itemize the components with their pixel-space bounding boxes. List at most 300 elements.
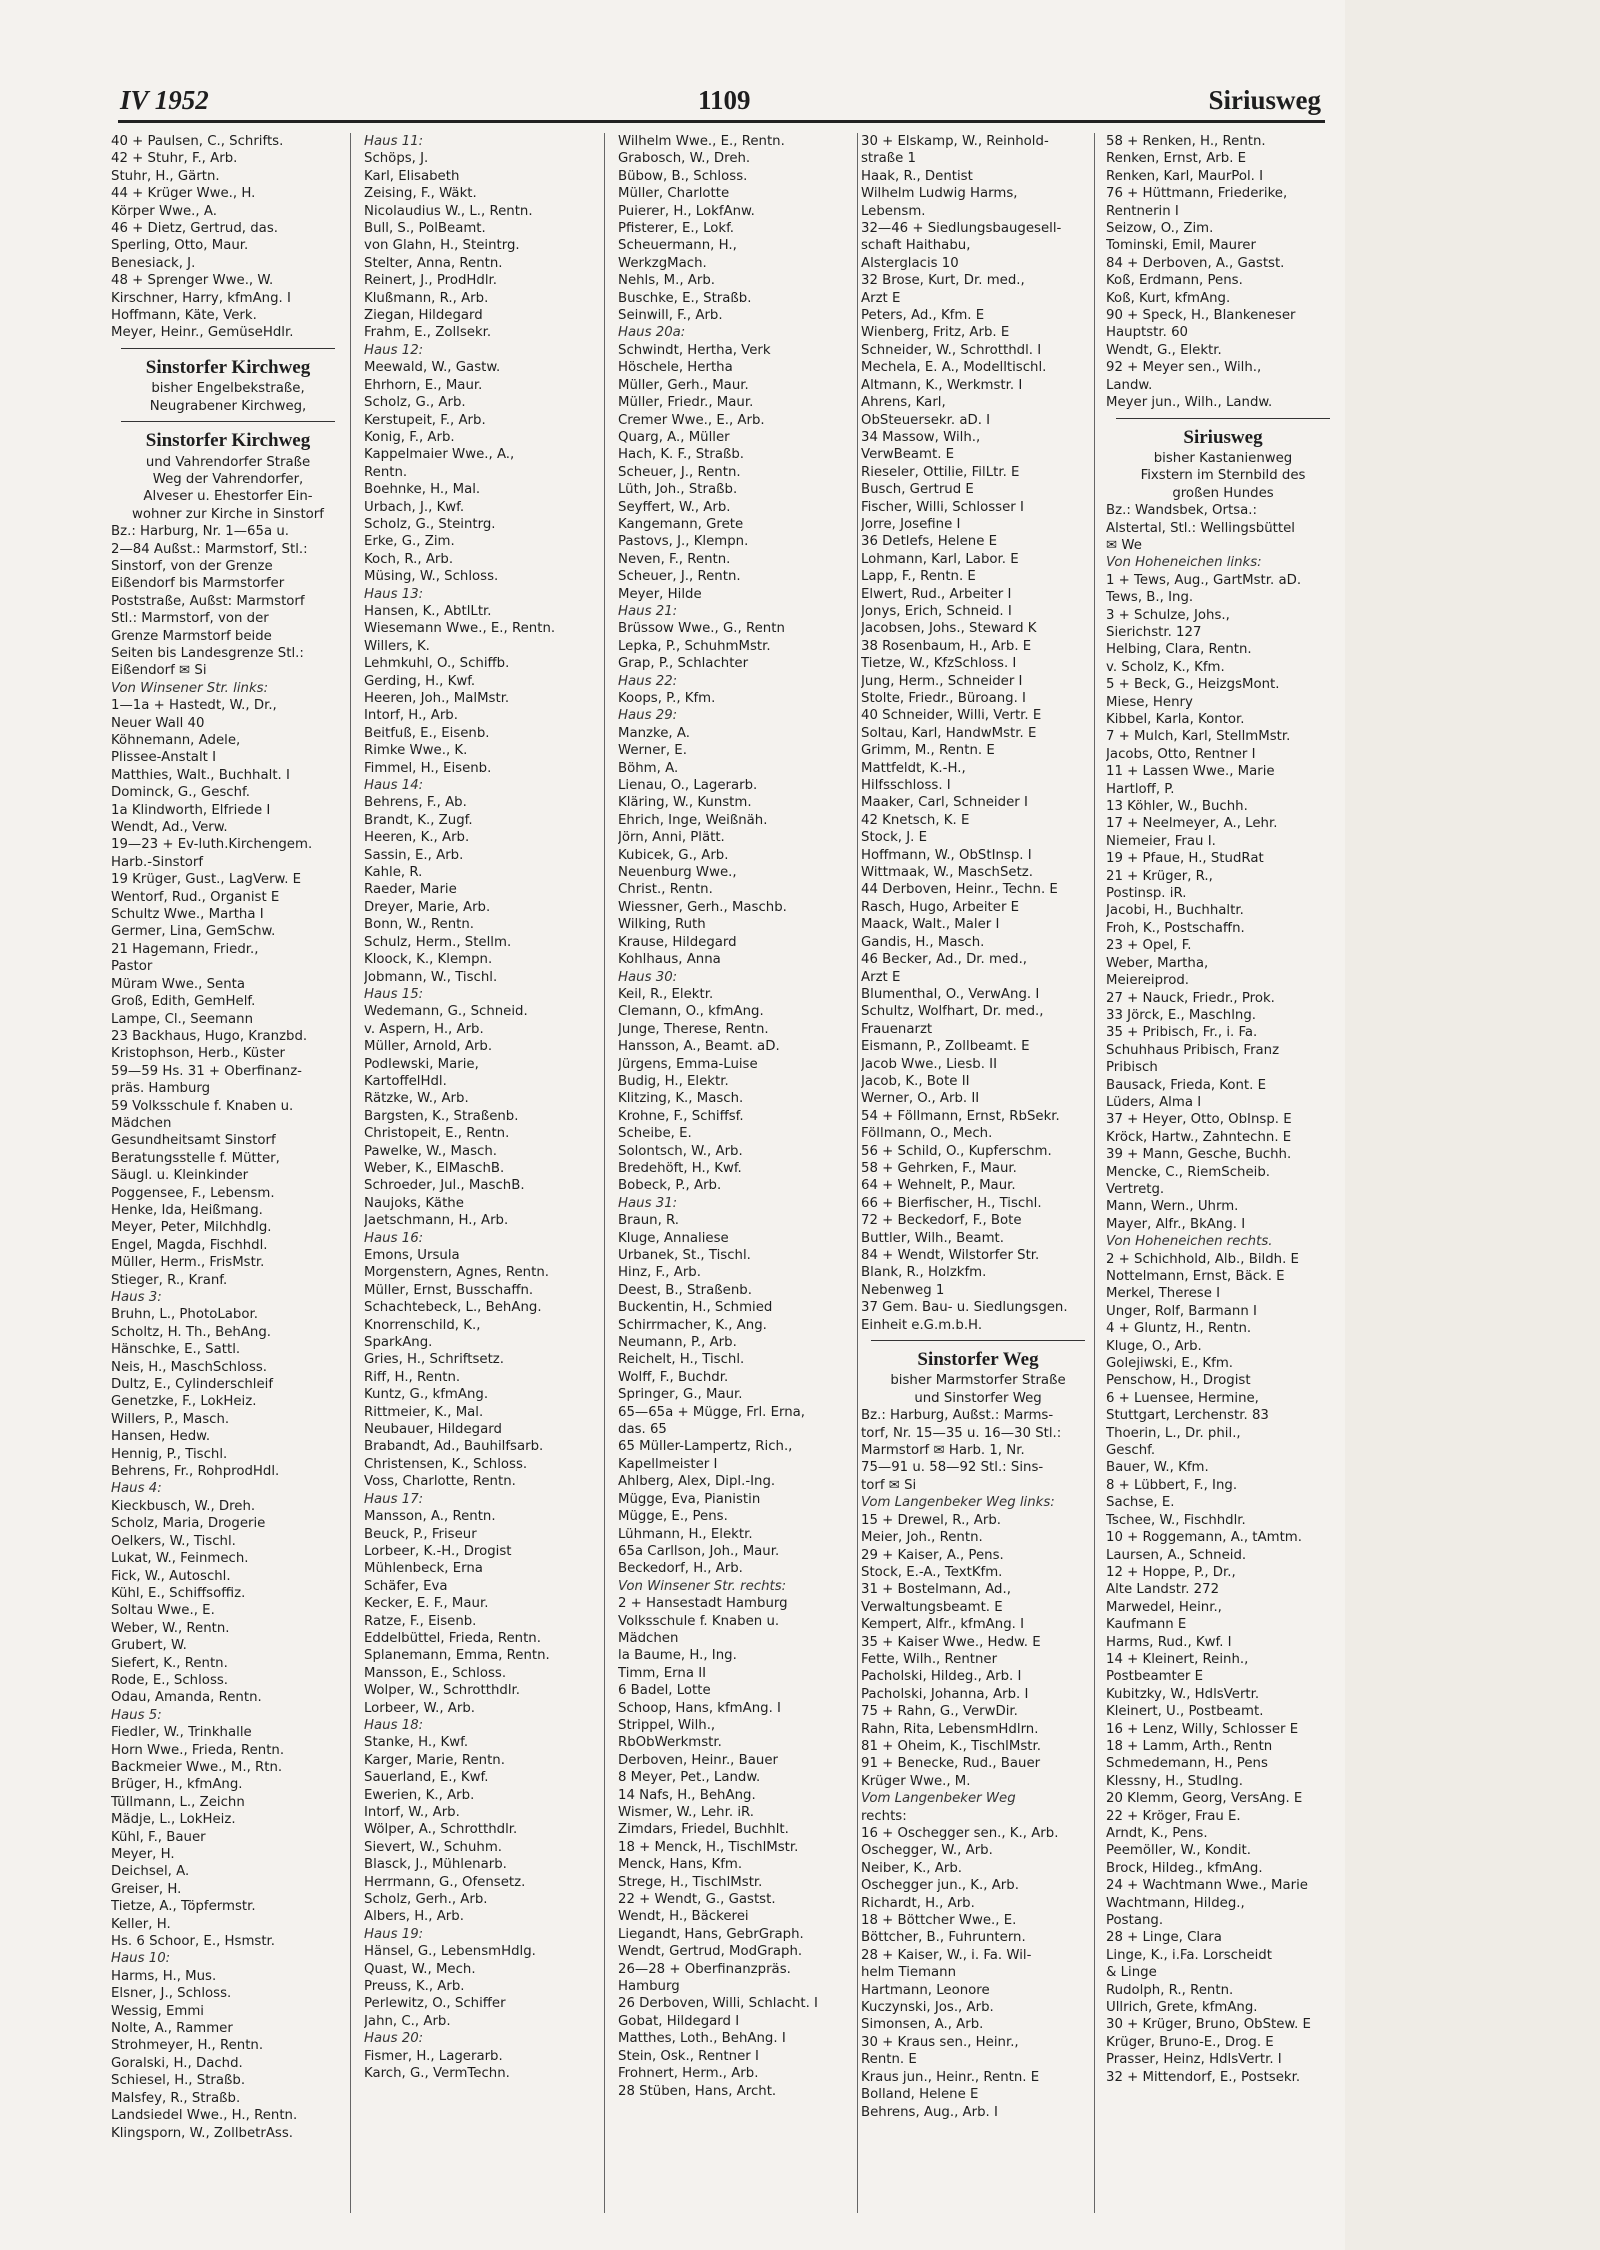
directory-entry: Gerding, H., Kwf. xyxy=(364,673,476,689)
directory-entry: Buckentin, H., Schmied xyxy=(618,1300,773,1316)
directory-entry: Boehnke, H., Mal. xyxy=(364,482,481,498)
directory-entry: 2 + Schichhold, Alb., Bildh. E xyxy=(1106,1251,1299,1267)
directory-entry: Pacholski, Johanna, Arb. I xyxy=(861,1686,1029,1702)
directory-entry: Riff, H., Rentn. xyxy=(364,1369,461,1385)
directory-entry: Grubert, W. xyxy=(111,1638,187,1654)
directory-entry: 1 + Tews, Aug., GartMstr. aD. xyxy=(1106,572,1302,588)
directory-entry: 40 Schneider, Willi, Vertr. E xyxy=(861,708,1042,724)
subsection-label: Haus 31: xyxy=(618,1195,678,1211)
directory-entry: Rasch, Hugo, Arbeiter E xyxy=(861,899,1020,915)
directory-entry: Hennig, P., Tischl. xyxy=(111,1446,228,1462)
directory-entry: Müller, Herm., FrisMstr. xyxy=(111,1255,265,1271)
directory-entry: Müller, Arnold, Arb. xyxy=(364,1039,493,1055)
directory-entry: Plissee-Anstalt I xyxy=(111,750,216,766)
directory-entry: Mädje, L., LokHeiz. xyxy=(111,1812,236,1828)
directory-entry: Wolff, F., Buchdr. xyxy=(618,1369,729,1385)
directory-entry: Raeder, Marie xyxy=(364,882,457,898)
directory-entry: Meyer, Heinr., GemüseHdlr. xyxy=(111,325,294,341)
directory-entry: Neuer Wall 40 xyxy=(111,715,205,731)
directory-entry: Ehrhorn, E., Maur. xyxy=(364,377,483,393)
directory-entry: Henke, Ida, Heißmang. xyxy=(111,1202,263,1218)
directory-entry: Scholz, G., Arb. xyxy=(364,395,466,411)
directory-entry: 27 + Nauck, Friedr., Prok. xyxy=(1106,990,1275,1006)
directory-entry: Scholtz, H. Th., BehAng. xyxy=(111,1324,272,1340)
directory-entry: Scheuer, J., Rentn. xyxy=(618,569,741,585)
directory-entry: Zimdars, Friedel, Buchhlt. xyxy=(618,1822,789,1838)
directory-entry: Alte Landstr. 272 xyxy=(1106,1582,1220,1598)
street-former-names: bisher Engelbekstraße, xyxy=(151,381,305,397)
directory-entry: Frahm, E., Zollsekr. xyxy=(364,325,492,341)
subsection-label: Haus 11: xyxy=(364,134,424,149)
directory-entry: Lüders, Alma I xyxy=(1106,1094,1202,1110)
section-rule xyxy=(1116,418,1330,419)
directory-entry: 28 + Kaiser, W., i. Fa. Wil- xyxy=(861,1947,1032,1963)
directory-entry: Seizow, O., Zim. xyxy=(1106,221,1214,237)
subsection-label: Haus 4: xyxy=(111,1481,162,1497)
directory-entry: Behrens, Aug., Arb. I xyxy=(861,2104,998,2120)
directory-entry: 8 + Lübbert, F., Ing. xyxy=(1106,1477,1238,1493)
directory-entry: la Baume, H., Ing. xyxy=(618,1648,737,1664)
directory-entry: Intorf, W., Arb. xyxy=(364,1805,460,1820)
directory-entry: Kapellmeister I xyxy=(618,1456,718,1472)
directory-entry: WerkzgMach. xyxy=(618,255,707,271)
directory-entry: Hauptstr. 60 xyxy=(1106,325,1188,341)
directory-entry: Jacob Wwe., Liesb. II xyxy=(861,1056,998,1072)
directory-entry: Klingsporn, W., ZollbetrAss. xyxy=(111,2125,294,2141)
directory-entry: 58 + Gehrken, F., Maur. xyxy=(861,1160,1017,1176)
directory-entry: Elsner, J., Schloss. xyxy=(111,1986,232,2002)
directory-entry: Deest, B., Straßenb. xyxy=(618,1282,752,1298)
directory-entry: 72 + Beckedorf, F., Bote xyxy=(861,1213,1022,1229)
directory-entry: Mattfeldt, K.-H., xyxy=(861,760,966,776)
directory-entry: Wismer, W., Lehr. iR. xyxy=(618,1805,755,1820)
directory-entry: Bredehöft, H., Kwf. xyxy=(618,1160,742,1176)
directory-entry: Sievert, W., Schuhm. xyxy=(364,1839,503,1855)
directory-entry: 42 Knetsch, K. E xyxy=(861,812,970,828)
directory-entry: Perlewitz, O., Schiffer xyxy=(364,1996,506,2012)
directory-entry: Jacobsen, Johs., Steward K xyxy=(861,621,1037,637)
directory-entry: 6 Badel, Lotte xyxy=(618,1683,711,1699)
directory-entry: Derboven, Heinr., Bauer xyxy=(618,1752,778,1768)
directory-entry: Müram Wwe., Senta xyxy=(111,976,245,992)
directory-entry: Fischer, Willi, Schlosser I xyxy=(861,499,1024,515)
directory-entry: Matthies, Walt., Buchhalt. I xyxy=(111,767,290,783)
directory-entry: Böttcher, B., Fuhruntern. xyxy=(861,1930,1026,1946)
directory-entry: 35 + Kaiser Wwe., Hedw. E xyxy=(861,1634,1041,1650)
directory-entry: 5 + Beck, G., HeizgsMont. xyxy=(1106,677,1280,693)
directory-entry: Wittmaak, W., MaschSetz. xyxy=(861,865,1034,881)
header-page-number: 1109 xyxy=(698,85,751,115)
directory-entry: Hs. 6 Schoor, E., Hsmstr. xyxy=(111,1934,276,1950)
directory-entry: 56 + Schild, O., Kupferschm. xyxy=(861,1143,1052,1159)
directory-entry: Urbanek, St., Tischl. xyxy=(618,1248,751,1263)
directory-entry: 34 Massow, Wilh., xyxy=(861,429,981,445)
directory-entry: Hartmann, Leonore xyxy=(861,1982,990,1998)
section-rule xyxy=(121,348,335,349)
directory-entry: Oelkers, W., Tischl. xyxy=(111,1533,236,1549)
directory-entry: 65 Müller-Lampertz, Rich., xyxy=(618,1439,793,1455)
directory-entry: Podlewski, Marie, xyxy=(364,1056,479,1072)
street-former-names: Fixstern im Sternbild des xyxy=(1140,468,1306,484)
directory-entry: Tschee, W., Fischhdlr. xyxy=(1106,1512,1246,1528)
directory-entry: Gesundheitsamt Sinstorf xyxy=(111,1133,276,1149)
directory-entry: Eißendorf ✉ Si xyxy=(111,663,207,679)
directory-entry: 58 + Renken, H., Rentn. xyxy=(1106,134,1266,149)
directory-entry: Richardt, H., Arb. xyxy=(861,1895,975,1911)
directory-entry: Helbing, Clara, Rentn. xyxy=(1106,642,1252,658)
directory-entry: Oschegger, W., Arb. xyxy=(861,1843,993,1859)
subsection-label: Haus 19: xyxy=(364,1926,424,1942)
directory-entry: von Glahn, H., Steintrg. xyxy=(364,238,520,254)
directory-entry: Beitfuß, E., Eisenb. xyxy=(364,725,490,741)
directory-entry: Fismer, H., Lagerarb. xyxy=(364,2048,503,2064)
directory-entry: Koß, Kurt, kfmAng. xyxy=(1106,290,1231,306)
directory-entry: Rentn. xyxy=(364,464,408,480)
directory-entry: 24 + Wachtmann Wwe., Marie xyxy=(1106,1878,1308,1894)
directory-entry: Meyer jun., Wilh., Landw. xyxy=(1106,395,1273,411)
directory-entry: 90 + Speck, H., Blankeneser xyxy=(1106,308,1296,324)
directory-entry: Sierichstr. 127 xyxy=(1106,624,1202,640)
directory-entry: Dreyer, Marie, Arb. xyxy=(364,899,491,915)
directory-entry: 23 + Opel, F. xyxy=(1106,938,1192,954)
directory-entry: Postbeamter E xyxy=(1106,1669,1204,1685)
directory-entry: Lebensm. xyxy=(861,203,926,219)
directory-entry: Neiber, K., Arb. xyxy=(861,1860,962,1876)
directory-entry: Ullrich, Grete, kfmAng. xyxy=(1106,2000,1258,2016)
directory-entry: 91 + Benecke, Rud., Bauer xyxy=(861,1756,1041,1772)
directory-entry: Weber, W., Rentn. xyxy=(111,1620,230,1636)
directory-entry: Tominski, Emil, Maurer xyxy=(1106,238,1256,254)
directory-entry: Lampe, Cl., Seemann xyxy=(111,1011,254,1027)
directory-entry: Strohmeyer, H., Rentn. xyxy=(111,2038,264,2054)
subsection-label: Vom Langenbeker Weg xyxy=(861,1791,1016,1807)
directory-entry: Scholz, G., Steintrg. xyxy=(364,516,496,532)
directory-entry: Ziegan, Hildegard xyxy=(364,308,483,324)
directory-entry: Maack, Walt., Maler I xyxy=(861,917,1000,933)
directory-entry: Frohnert, Herm., Arb. xyxy=(618,2066,759,2082)
directory-column-1 xyxy=(111,133,345,2142)
directory-entry: Hansen, K., AbtlLtr. xyxy=(364,603,492,619)
directory-entry: Simonsen, A., Arb. xyxy=(861,2017,984,2033)
directory-entry: Nolte, A., Rammer xyxy=(111,2021,233,2037)
street-former-names: bisher Marmstorfer Straße xyxy=(890,1373,1066,1389)
directory-entry: 10 + Roggemann, A., tAmtm. xyxy=(1106,1530,1302,1546)
subsection-label: Haus 13: xyxy=(364,586,424,602)
directory-entry: Ratze, F., Eisenb. xyxy=(364,1613,477,1629)
directory-entry: Matthes, Loth., BehAng. I xyxy=(618,2031,786,2047)
directory-entry: Schultz, Wolfhart, Dr. med., xyxy=(861,1004,1044,1020)
directory-entry: Höschele, Hertha xyxy=(618,360,733,376)
directory-entry: v. Scholz, K., Kfm. xyxy=(1106,659,1225,675)
directory-entry: Niemeier, Frau I. xyxy=(1106,833,1216,849)
directory-entry: RbObWerkmstr. xyxy=(618,1735,722,1751)
directory-entry: Rahn, Rita, LebensmHdlrn. xyxy=(861,1721,1039,1737)
directory-entry: Postang. xyxy=(1106,1913,1164,1929)
directory-entry: Rode, E., Schloss. xyxy=(111,1672,229,1688)
directory-entry: Neuenburg Wwe., xyxy=(618,865,737,881)
directory-entry: 16 + Oschegger sen., K., Arb. xyxy=(861,1826,1059,1841)
directory-entry: Jung, Herm., Schneider I xyxy=(861,673,1023,689)
directory-entry: Lukat, W., Feinmech. xyxy=(111,1551,249,1567)
directory-entry: Wendt, H., Bäckerei xyxy=(618,1909,749,1925)
directory-entry: Gries, H., Schriftsetz. xyxy=(364,1352,505,1368)
directory-entry: Herrmann, G., Ofensetz. xyxy=(364,1874,526,1890)
directory-entry: KartoffelHdl. xyxy=(364,1073,447,1089)
directory-entry: Meier, Joh., Rentn. xyxy=(861,1530,983,1546)
directory-entry: 44 Derboven, Heinr., Techn. E xyxy=(861,882,1058,898)
directory-entry: Stanke, H., Kwf. xyxy=(364,1735,469,1751)
directory-entry: Vertretg. xyxy=(1106,1181,1165,1197)
directory-entry: 3 + Schulze, Johs., xyxy=(1106,607,1230,623)
directory-entry: 11 + Lassen Wwe., Marie xyxy=(1106,764,1275,780)
directory-entry: 1a Klindworth, Elfriede I xyxy=(111,802,271,818)
directory-entry: Alstertal, Stl.: Wellingsbüttel xyxy=(1106,520,1295,536)
directory-entry: Knorrenschild, K., xyxy=(364,1317,481,1333)
subsection-label: Von Hoheneichen links: xyxy=(1106,555,1262,571)
directory-entry: Prasser, Heinz, HdlsVertr. I xyxy=(1106,2052,1282,2068)
directory-entry: Kirschner, Harry, kfmAng. I xyxy=(111,290,291,306)
directory-entry: Bobeck, P., Arb. xyxy=(618,1178,722,1194)
street-heading: Sinstorfer Kirchweg xyxy=(145,430,311,452)
directory-entry: Elwert, Rud., Arbeiter I xyxy=(861,586,1012,602)
directory-entry: schaft Haithabu, xyxy=(861,238,971,254)
directory-entry: Bargsten, K., Straßenb. xyxy=(364,1108,519,1124)
directory-entry: Gandis, H., Masch. xyxy=(861,934,985,950)
directory-entry: Fimmel, H., Eisenb. xyxy=(364,760,492,776)
directory-entry: 65a Carllson, Joh., Maur. xyxy=(618,1543,780,1559)
directory-entry: Landsiedel Wwe., H., Rentn. xyxy=(111,2108,298,2124)
directory-entry: Quast, W., Mech. xyxy=(364,1961,476,1977)
directory-entry: 37 + Heyer, Otto, ObInsp. E xyxy=(1106,1112,1292,1128)
directory-entry: torf ✉ Si xyxy=(861,1477,917,1493)
directory-entry: 12 + Hoppe, P., Dr., xyxy=(1106,1564,1236,1580)
directory-entry: Stieger, R., Kranf. xyxy=(111,1272,228,1288)
directory-entry: Neumann, P., Arb. xyxy=(618,1335,737,1351)
directory-entry: Eißendorf bis Marmstorfer xyxy=(111,576,285,592)
directory-entry: Meyer, H. xyxy=(111,1847,175,1862)
directory-entry: torf, Nr. 15—35 u. 16—30 Stl.: xyxy=(861,1425,1062,1441)
directory-entry: Mädchen xyxy=(111,1115,172,1131)
directory-entry: Stein, Osk., Rentner I xyxy=(618,2048,759,2064)
directory-entry: 23 Backhaus, Hugo, Kranzbd. xyxy=(111,1028,308,1044)
directory-entry: Malsfey, R., Straßb. xyxy=(111,2090,241,2106)
subsection-label: Haus 3: xyxy=(111,1290,162,1305)
directory-entry: Rentnerin I xyxy=(1106,203,1179,219)
directory-entry: Maaker, Carl, Schneider I xyxy=(861,795,1028,811)
directory-entry: Jürgens, Emma-Luise xyxy=(618,1056,758,1072)
directory-entry: 59—59 Hs. 31 + Oberfinanz- xyxy=(111,1063,302,1079)
directory-entry: Poststraße, Außst: Marmstorf xyxy=(111,593,305,609)
directory-entry: Jacobi, H., Buchhaltr. xyxy=(1106,903,1244,919)
directory-entry: Bauer, W., Kfm. xyxy=(1106,1460,1209,1476)
directory-entry: Hartloff, P. xyxy=(1106,781,1175,797)
directory-entry: 18 + Menck, H., TischlMstr. xyxy=(618,1839,799,1855)
directory-entry: Bz.: Wandsbek, Ortsa.: xyxy=(1106,503,1257,519)
directory-entry: Blank, R., Holzkfm. xyxy=(861,1265,987,1281)
directory-entry: 14 + Kleinert, Reinh., xyxy=(1106,1651,1249,1667)
directory-entry: Menck, Hans, Kfm. xyxy=(618,1857,743,1873)
directory-entry: Müller, Charlotte xyxy=(618,186,730,202)
directory-entry: Fick, W., Autoschl. xyxy=(111,1568,231,1584)
directory-entry: Wessig, Emmi xyxy=(111,2003,204,2019)
directory-entry: Marmstorf ✉ Harb. 1, Nr. xyxy=(861,1443,1025,1459)
directory-entry: Meewald, W., Gastw. xyxy=(364,360,501,376)
directory-entry: Altmann, K., Werkmstr. I xyxy=(861,377,1023,393)
section-rule xyxy=(871,1340,1085,1341)
subsection-label: Haus 15: xyxy=(364,986,424,1002)
directory-entry: Benesiack, J. xyxy=(111,255,196,271)
directory-entry: Hoffmann, W., ObStInsp. I xyxy=(861,847,1032,863)
directory-entry: Manzke, A. xyxy=(618,725,690,741)
directory-entry: Kangemann, Grete xyxy=(618,516,744,532)
directory-entry: Bz.: Harburg, Außst.: Marms- xyxy=(861,1408,1054,1424)
directory-entry: Keil, R., Elektr. xyxy=(618,986,714,1002)
directory-entry: Strege, H., TischlMstr. xyxy=(618,1874,763,1890)
directory-entry: Kühl, F., Bauer xyxy=(111,1829,206,1845)
directory-entry: Miese, Henry xyxy=(1106,694,1193,710)
directory-entry: Alsterglacis 10 xyxy=(861,255,959,271)
directory-entry: Mühlenbeck, Erna xyxy=(364,1561,483,1577)
directory-entry: Fette, Wilh., Rentner xyxy=(861,1651,998,1667)
directory-entry: Splanemann, Emma, Rentn. xyxy=(364,1648,550,1664)
directory-entry: Hach, K. F., Straßb. xyxy=(618,447,745,463)
directory-entry: Wienberg, Fritz, Arb. E xyxy=(861,325,1010,341)
directory-entry: Jacobs, Otto, Rentner I xyxy=(1106,746,1256,762)
directory-entry: Budig, H., Elektr. xyxy=(618,1073,729,1089)
directory-entry: Stl.: Marmstorf, von der xyxy=(111,611,269,627)
directory-entry: Kloock, K., Klempn. xyxy=(364,952,493,968)
directory-entry: Kappelmaier Wwe., A., xyxy=(364,447,515,463)
directory-entry: Sachse, E. xyxy=(1106,1495,1175,1511)
subsection-label: Haus 20a: xyxy=(618,325,686,341)
directory-entry: Karl, Elisabeth xyxy=(364,168,460,184)
directory-entry: Linge, K., i.Fa. Lorscheidt xyxy=(1106,1947,1272,1963)
directory-entry: Kristophson, Herb., Küster xyxy=(111,1046,286,1062)
directory-entry: VerwBeamt. E xyxy=(861,447,955,463)
directory-entry: Landw. xyxy=(1106,377,1153,393)
directory-entry: Rittmeier, K., Mal. xyxy=(364,1404,484,1420)
directory-entry: Arndt, K., Pens. xyxy=(1106,1826,1208,1841)
directory-entry: Lühmann, H., Elektr. xyxy=(618,1526,753,1542)
directory-entry: Engel, Magda, Fischhdl. xyxy=(111,1237,268,1253)
directory-entry: Bonn, W., Rentn. xyxy=(364,917,474,933)
directory-entry: Brandt, K., Zugf. xyxy=(364,812,473,828)
subsection-label: Haus 18: xyxy=(364,1717,424,1733)
directory-entry: SparkAng. xyxy=(364,1335,433,1351)
directory-entry: Wedemann, G., Schneid. xyxy=(364,1004,528,1020)
directory-entry: 17 + Neelmeyer, A., Lehr. xyxy=(1106,816,1278,832)
directory-entry: helm Tiemann xyxy=(861,1965,957,1981)
directory-column-5 xyxy=(1106,133,1340,2086)
directory-entry: 15 + Drewel, R., Arb. xyxy=(861,1512,1001,1528)
directory-entry: 38 Rosenbaum, H., Arb. E xyxy=(861,638,1032,654)
directory-entry: Rätzke, W., Arb. xyxy=(364,1091,469,1107)
directory-entry: Bz.: Harburg, Nr. 1—65a u. xyxy=(111,524,289,540)
directory-entry: Willers, P., Masch. xyxy=(111,1411,230,1427)
directory-entry: 2—84 Außst.: Marmstorf, Stl.: xyxy=(111,541,308,557)
directory-entry: Brabandt, Ad., Bauhilfsarb. xyxy=(364,1439,544,1455)
directory-entry: Schoop, Hans, kfmAng. I xyxy=(618,1700,781,1716)
directory-entry: Kluge, O., Arb. xyxy=(1106,1338,1202,1354)
subsection-label: Haus 22: xyxy=(618,673,678,689)
directory-entry: Weber, K., ElMaschB. xyxy=(364,1160,505,1176)
street-former-names: großen Hundes xyxy=(1172,485,1274,501)
directory-entry: Dominck, G., Geschf. xyxy=(111,785,250,801)
directory-entry: Unger, Rolf, Barmann I xyxy=(1106,1303,1257,1319)
directory-entry: Pfisterer, E., Lokf. xyxy=(618,221,735,237)
directory-entry: Pribisch xyxy=(1106,1060,1158,1076)
directory-entry: Preuss, K., Arb. xyxy=(364,1979,465,1995)
directory-entry: Naujoks, Käthe xyxy=(364,1195,464,1211)
directory-entry: Säugl. u. Kleinkinder xyxy=(111,1168,249,1184)
directory-entry: Müller, Gerh., Maur. xyxy=(618,377,749,393)
directory-entry: Siefert, K., Rentn. xyxy=(111,1655,228,1671)
street-former-names: und Sinstorfer Weg xyxy=(914,1390,1042,1406)
directory-entry: ObSteuersekr. aD. I xyxy=(861,412,991,428)
directory-entry: Kuntz, G., kfmAng. xyxy=(364,1387,489,1403)
directory-entry: Harb.-Sinstorf xyxy=(111,854,204,870)
directory-entry: Verwaltungsbeamt. E xyxy=(861,1599,1003,1615)
directory-entry: Soltau Wwe., E. xyxy=(111,1603,215,1619)
directory-entry: Willers, K. xyxy=(364,638,430,654)
directory-entry: v. Aspern, H., Arb. xyxy=(364,1021,484,1037)
directory-entry: Beratungsstelle f. Mütter, xyxy=(111,1150,280,1166)
directory-entry: Lienau, O., Lagerarb. xyxy=(618,778,758,794)
directory-entry: Harms, Rud., Kwf. I xyxy=(1106,1634,1232,1650)
directory-entry: Stock, E.-A., TextKfm. xyxy=(861,1564,1003,1580)
directory-entry: Schroeder, Jul., MaschB. xyxy=(364,1178,525,1194)
directory-entry: 84 + Derboven, A., Gastst. xyxy=(1106,255,1285,271)
directory-entry: Krause, Hildegard xyxy=(618,934,737,950)
directory-entry: 39 + Mann, Gesche, Buchh. xyxy=(1106,1147,1292,1163)
directory-entry: Buttler, Wilh., Beamt. xyxy=(861,1230,1004,1246)
directory-column-2 xyxy=(364,133,598,2083)
directory-entry: Stelter, Anna, Rentn. xyxy=(364,255,503,271)
directory-entry: Kubicek, G., Arb. xyxy=(618,847,729,863)
subsection-label: Haus 5: xyxy=(111,1707,162,1723)
directory-entry: Arzt E xyxy=(861,290,901,306)
directory-entry: 75 + Rahn, G., VerwDir. xyxy=(861,1704,1018,1720)
directory-entry: 84 + Wendt, Wilstorfer Str. xyxy=(861,1248,1040,1263)
directory-entry: Sassin, E., Arb. xyxy=(364,847,464,863)
directory-entry: Kibbel, Karla, Kontor. xyxy=(1106,712,1245,727)
directory-entry: Frauenarzt xyxy=(861,1021,933,1037)
directory-entry: Pacholski, Hildeg., Arb. I xyxy=(861,1669,1022,1685)
directory-entry: Kohlhaus, Anna xyxy=(618,952,721,968)
directory-entry: 37 Gem. Bau- u. Siedlungsgen. xyxy=(861,1300,1068,1316)
directory-column-3 xyxy=(618,133,852,2100)
directory-entry: Müller, Ernst, Busschaffn. xyxy=(364,1282,534,1298)
directory-entry: Dultz, E., Cylinderschleif xyxy=(111,1377,274,1393)
directory-entry: Harms, H., Mus. xyxy=(111,1968,217,1984)
directory-entry: Kerstupeit, F., Arb. xyxy=(364,412,486,428)
directory-entry: Behrens, Fr., RohprodHdl. xyxy=(111,1464,280,1480)
directory-entry: Meyer, Hilde xyxy=(618,586,702,602)
directory-entry: Fiedler, W., Trinkhalle xyxy=(111,1725,252,1741)
directory-entry: Eismann, P., Zollbeamt. E xyxy=(861,1039,1030,1055)
directory-entry: Karch, G., VermTechn. xyxy=(364,2066,510,2082)
subsection-label: Von Winsener Str. rechts: xyxy=(618,1578,787,1594)
directory-entry: Schultz Wwe., Martha I xyxy=(111,907,264,923)
directory-entry: Greiser, H. xyxy=(111,1881,182,1897)
directory-entry: ✉ We xyxy=(1106,537,1142,553)
directory-entry: Ahrens, Karl, xyxy=(861,395,946,411)
directory-entry: 2 + Hansestadt Hamburg xyxy=(618,1596,788,1612)
directory-entry: Merkel, Therese I xyxy=(1106,1286,1221,1302)
directory-entry: Clemann, O., kfmAng. xyxy=(618,1004,764,1020)
directory-entry: Schwindt, Hertha, Verk xyxy=(618,342,771,358)
directory-entry: 32 Brose, Kurt, Dr. med., xyxy=(861,273,1025,289)
